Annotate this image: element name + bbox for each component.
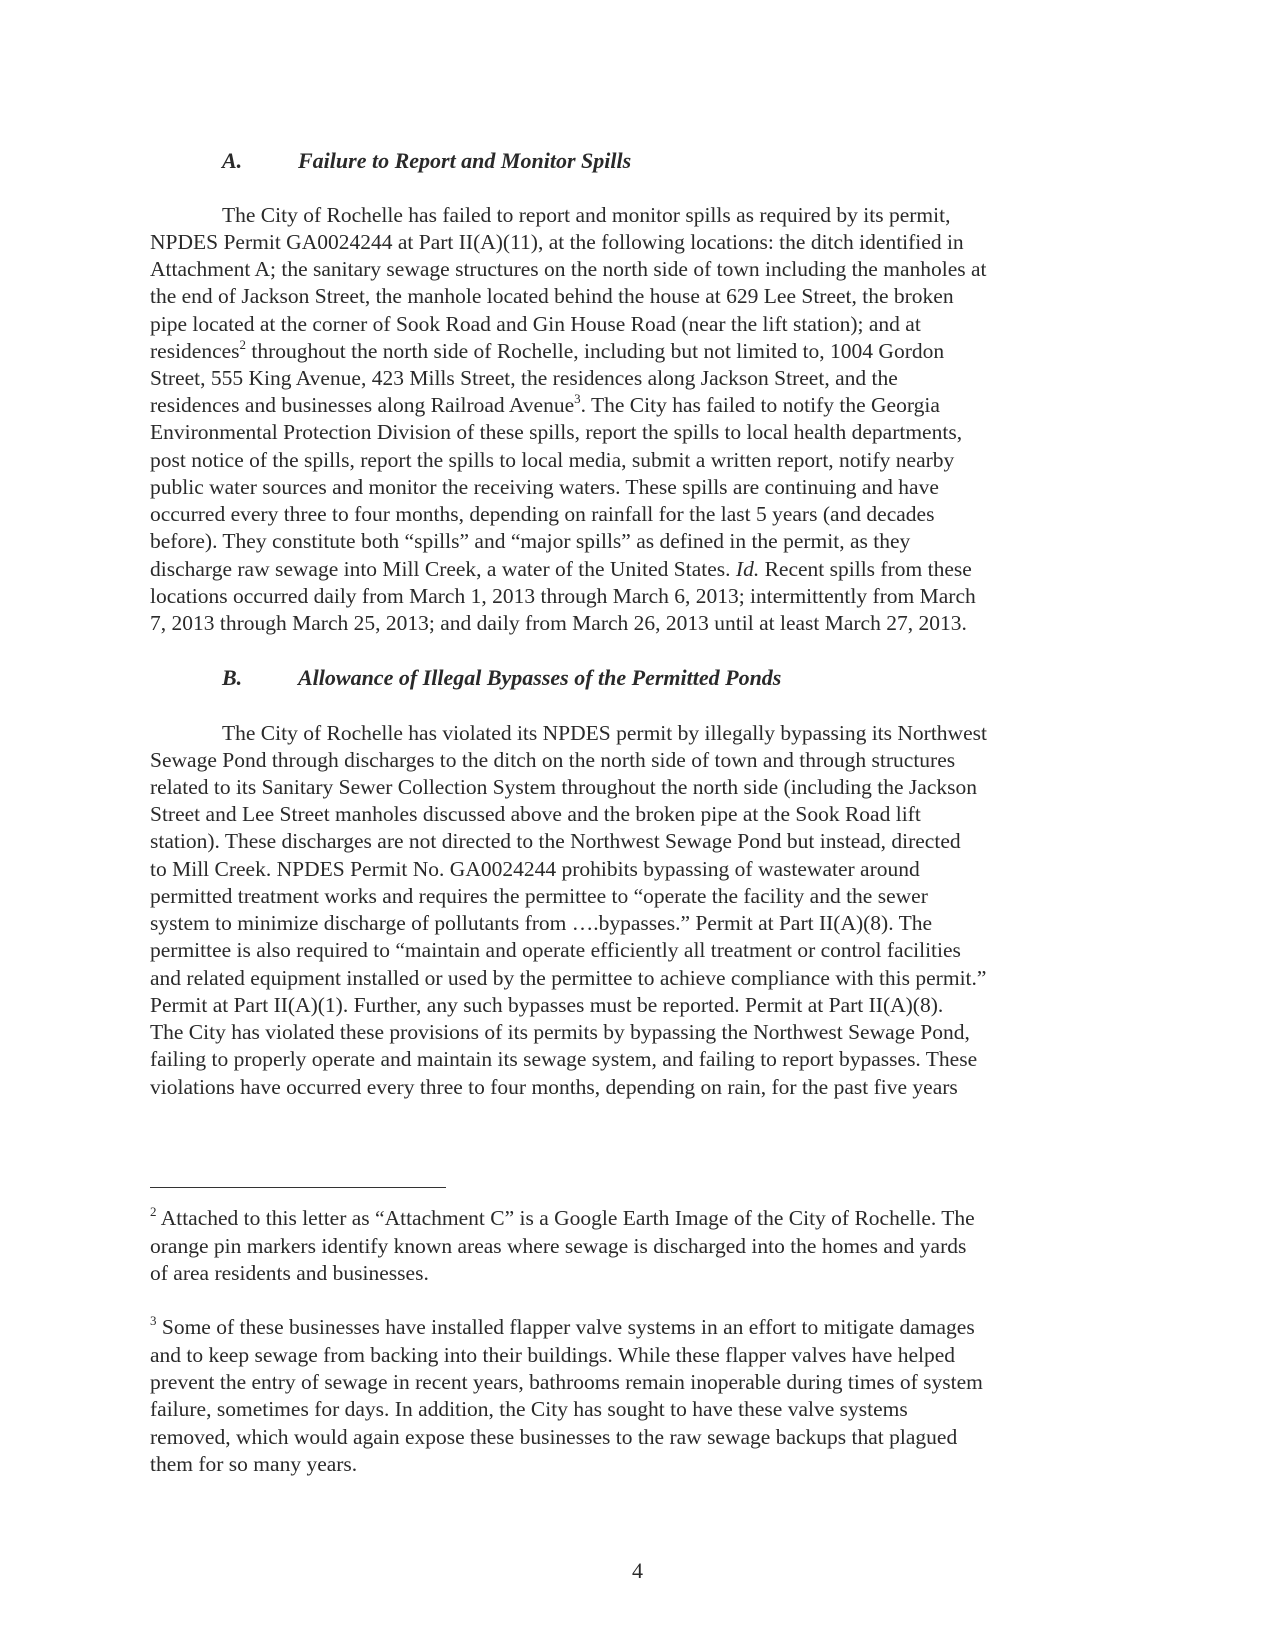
citation-id: Id. — [735, 557, 760, 581]
section-b-line: Permit at Part II(A)(1). Further, any such bypasses must be reported. Permit at Part II(A)(8). — [150, 993, 944, 1017]
footnote-3-line — [150, 1313, 975, 1344]
section-a-line — [150, 555, 972, 583]
section-a-line: locations occurred daily from March 1, 2013 through March 6, 2013; intermittently from March — [150, 584, 976, 608]
section-a-heading — [222, 147, 631, 175]
footnote-ref-3[interactable]: 3 — [574, 391, 581, 406]
footnote-2-mark: 2 — [150, 1204, 157, 1219]
section-b-line: Sewage Pond through discharges to the ditch on the north side of town and through structures — [150, 748, 956, 772]
section-a-line: Attachment A; the sanitary sewage structures on the north side of town including the manholes at — [150, 257, 987, 281]
section-a-line: 7, 2013 through March 25, 2013; and daily from March 26, 2013 until at least March 27, 2013. — [150, 611, 967, 635]
footnote-3-line: removed, which would again expose these businesses to the raw sewage backups that plagued — [150, 1425, 958, 1449]
page-number: 4 — [632, 1558, 643, 1583]
section-a-line: occurred every three to four months, depending on rainfall for the last 5 years (and decades — [150, 502, 935, 526]
section-b-title: Allowance of Illegal Bypasses of the Permitted Ponds — [298, 665, 782, 690]
section-a-line: Street, 555 King Avenue, 423 Mills Street, the residences along Jackson Street, and the — [150, 366, 898, 390]
section-b-line: to Mill Creek. NPDES Permit No. GA0024244 prohibits bypassing of wastewater around — [150, 857, 920, 881]
section-b-line: violations have occurred every three to four months, depending on rain, for the past five years — [150, 1075, 958, 1099]
text-span: . The City has failed to notify the Georgia — [580, 393, 940, 417]
section-b-line: related to its Sanitary Sewer Collection System throughout the north side (including the Jackson — [150, 775, 978, 799]
text-span: throughout the north side of Rochelle, including but not limited to, 1004 Gordon — [246, 339, 945, 363]
section-b-line: permittee is also required to “maintain and operate efficiently all treatment or control facilities — [150, 938, 961, 962]
text-span: residences and businesses along Railroad Avenue — [150, 393, 575, 417]
footnote-3-mark: 3 — [150, 1313, 157, 1328]
text-span: Recent spills from these — [759, 557, 972, 581]
footnote-2-line: orange pin markers identify known areas where sewage is discharged into the homes and yards — [150, 1234, 967, 1258]
text-span: Attached to this letter as “Attachment C” is a Google Earth Image of the City of Rochelle. The — [156, 1206, 975, 1230]
section-a-title: Failure to Report and Monitor Spills — [298, 148, 632, 173]
section-a-line: public water sources and monitor the receiving waters. These spills are continuing and have — [150, 475, 939, 499]
section-a-line: Environmental Protection Division of these spills, report the spills to local health departments, — [150, 420, 963, 444]
section-a-line: pipe located at the corner of Sook Road and Gin House Road (near the lift station); and at — [150, 312, 921, 336]
footnote-3-line: failure, sometimes for days. In addition, the City has sought to have these valve systems — [150, 1397, 908, 1421]
section-b-line: system to minimize discharge of pollutants from ….bypasses.” Permit at Part II(A)(8). The — [150, 911, 932, 935]
section-b-line: failing to properly operate and maintain its sewage system, and failing to report bypasses. These — [150, 1047, 978, 1071]
section-a-line: The City of Rochelle has failed to report and monitor spills as required by its permit, — [222, 203, 951, 227]
section-b-line: station). These discharges are not directed to the Northwest Sewage Pond but instead, directed — [150, 829, 961, 853]
footnote-2-line: of area residents and businesses. — [150, 1261, 429, 1285]
text-span: Some of these businesses have installed flapper valve systems in an effort to mitigate damages — [156, 1315, 975, 1339]
section-b-line: permitted treatment works and requires the permittee to “operate the facility and the sewer — [150, 884, 928, 908]
section-b-heading — [222, 664, 781, 692]
section-b-line: Street and Lee Street manholes discussed above and the broken pipe at the Sook Road lift — [150, 802, 921, 826]
section-a-line: before). They constitute both “spills” and “major spills” as defined in the permit, as they — [150, 529, 911, 553]
section-a-line: the end of Jackson Street, the manhole located behind the house at 629 Lee Street, the broken — [150, 284, 954, 308]
section-a-line: NPDES Permit GA0024244 at Part II(A)(11), at the following locations: the ditch identified in — [150, 230, 964, 254]
section-b-line: The City has violated these provisions of its permits by bypassing the Northwest Sewage Pond, — [150, 1020, 970, 1044]
section-a-line: post notice of the spills, report the spills to local media, submit a written report, notify nearby — [150, 448, 955, 472]
footnote-separator — [150, 1187, 446, 1188]
footnote-3-line: and to keep sewage from backing into their buildings. While these flapper valves have helped — [150, 1343, 956, 1367]
footnote-3-line: them for so many years. — [150, 1452, 358, 1476]
text-span: residences — [150, 339, 240, 363]
footnote-3-line: prevent the entry of sewage in recent years, bathrooms remain inoperable during times of system — [150, 1370, 983, 1394]
section-b-line: and related equipment installed or used by the permittee to achieve compliance with this permit.” — [150, 966, 987, 990]
text-span: discharge raw sewage into Mill Creek, a water of the United States. — [150, 557, 736, 581]
footnote-2-line — [150, 1204, 975, 1235]
section-a-letter: A. — [222, 148, 243, 173]
footnote-ref-2[interactable]: 2 — [239, 337, 247, 352]
section-b-line: The City of Rochelle has violated its NPDES permit by illegally bypassing its Northwest — [222, 721, 987, 745]
section-b-letter: B. — [222, 665, 243, 690]
